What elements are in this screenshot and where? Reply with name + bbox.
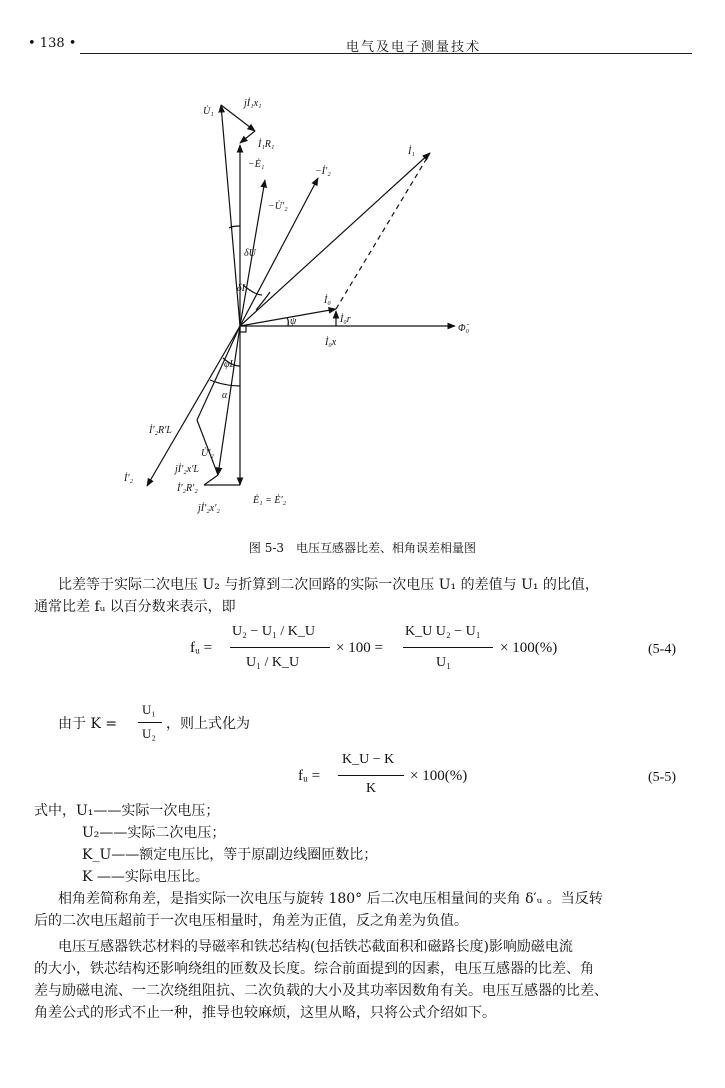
label-U2p: U̇′₂ xyxy=(201,448,214,459)
eq4-number: (5-4) xyxy=(648,642,676,657)
eq4-fraction-bar xyxy=(230,647,330,648)
dashed-I1-I0 xyxy=(336,153,430,309)
eq5-lhs: fᵤ = xyxy=(298,768,321,784)
label-alpha: α xyxy=(222,390,228,401)
para2-num: U₁ xyxy=(142,702,156,717)
arc-deltaU xyxy=(229,226,240,228)
page-number: • 138 • xyxy=(28,36,77,51)
vector-I2p xyxy=(147,326,240,486)
para4-line2: 的大小，铁芯结构还影响绕组的匝数及长度。综合前面提到的因素，电压互感器的比差、角 xyxy=(34,961,594,977)
para1-line2: 通常比差 fᵤ 以百分数来表示，即 xyxy=(34,599,236,615)
eq5-denominator: K xyxy=(366,781,377,796)
label-deltaI: δI xyxy=(237,283,245,294)
label-I0r: İ₀r xyxy=(340,314,351,325)
label-U1: U̇₁ xyxy=(203,106,214,117)
eq4-fraction-bar2 xyxy=(403,647,493,648)
eq4-numerator2: K_U U₂ − U₁ xyxy=(405,624,481,639)
label-phiL: φL xyxy=(224,359,236,370)
eq5-tail: × 100(%) xyxy=(410,768,468,784)
eq5-number: (5-5) xyxy=(648,770,676,785)
label-psi: ψ xyxy=(290,316,297,327)
para2-pre: 由于 K = xyxy=(58,716,118,732)
running-title: 电气及电子测量技术 xyxy=(346,40,482,55)
definition-U1: 式中，U₁——实际一次电压； xyxy=(34,803,220,819)
para2-den: U₂ xyxy=(142,726,156,741)
label-I2pR2: İ′₂R′₂ xyxy=(177,483,198,494)
definition-KU: K_U——额定电压比，等于原副边线圈匝数比； xyxy=(82,847,378,863)
definition-U2: U₂——实际二次电压； xyxy=(82,825,226,841)
para4-line3: 差与励磁电流、一二次绕组阻抗、二次负载的大小及其功率因数角有关。电压互感器的比差、 xyxy=(34,983,608,999)
label-I0: İ₀ xyxy=(324,295,331,306)
para3-line2: 后的二次电压超前于一次电压相量时，角差为正值，反之角差为负值。 xyxy=(34,913,468,929)
label-I2pRL: İ′₂R′L xyxy=(149,425,172,436)
label-negU2p: −U̇′₂ xyxy=(268,201,288,212)
label-I1R1: İ₁R₁ xyxy=(258,139,275,150)
vector-I1R1 xyxy=(240,131,255,143)
label-E1eqE2: Ė₁ = Ė′₂ xyxy=(253,495,287,506)
arc-psi xyxy=(287,318,288,326)
eq4-numerator: U₂ − U₁ / K_U xyxy=(232,624,315,639)
eq4-mid: × 100 = xyxy=(336,640,383,656)
vector-I2pR2 xyxy=(204,475,218,485)
label-negE1: −Ė₁ xyxy=(248,159,265,170)
definition-K: K ——实际电压比。 xyxy=(82,869,209,885)
label-jI1x1: jİ₁x₁ xyxy=(244,98,262,109)
eq4-tail: × 100(%) xyxy=(500,640,558,656)
label-jI2pxL: jİ′₂x′L xyxy=(175,464,199,475)
label-I0x: İ₀x xyxy=(325,337,337,348)
right-angle-mark xyxy=(240,326,246,332)
para4-line4: 角差公式的形式不止一种，推导也较麻烦，这里从略，只将公式介绍如下。 xyxy=(34,1005,496,1021)
label-I1: İ₁ xyxy=(408,146,415,157)
label-Phi0: Φ̇₀ xyxy=(458,323,470,334)
eq4-lhs: fᵤ = xyxy=(190,640,213,656)
eq5-numerator: K_U − K xyxy=(342,752,395,767)
para4-line1: 电压互感器铁芯材料的导磁率和铁芯结构(包括铁芯截面积和磁路长度)影响励磁电流 xyxy=(58,939,573,955)
label-I2p: İ′₂ xyxy=(124,473,133,484)
label-negI2p: −İ′₂ xyxy=(315,166,331,177)
eq4-denominator2: U₁ xyxy=(436,655,451,670)
vector-I1 xyxy=(240,153,430,326)
label-jI2px2: jİ′₂x′₂ xyxy=(198,503,220,514)
label-deltaU: δU xyxy=(244,248,256,259)
para1-line1: 比差等于实际二次电压 U₂ 与折算到二次回路的实际一次电压 U₁ 的差值与 U₁ 的比值， xyxy=(58,577,599,593)
figure-caption: 图 5-3 电压互感器比差、相角误差相量图 xyxy=(248,541,477,555)
para2-fraction-bar xyxy=(138,722,162,723)
para2-post: ，则上式化为 xyxy=(166,716,250,732)
para3-line1: 相角差简称角差，是指实际一次电压与旋转 180° 后二次电压相量间的夹角 δ′ᵤ 。当反转 xyxy=(58,891,603,907)
eq5-fraction-bar xyxy=(338,775,404,776)
eq4-denominator: U₁ / K_U xyxy=(246,655,300,670)
